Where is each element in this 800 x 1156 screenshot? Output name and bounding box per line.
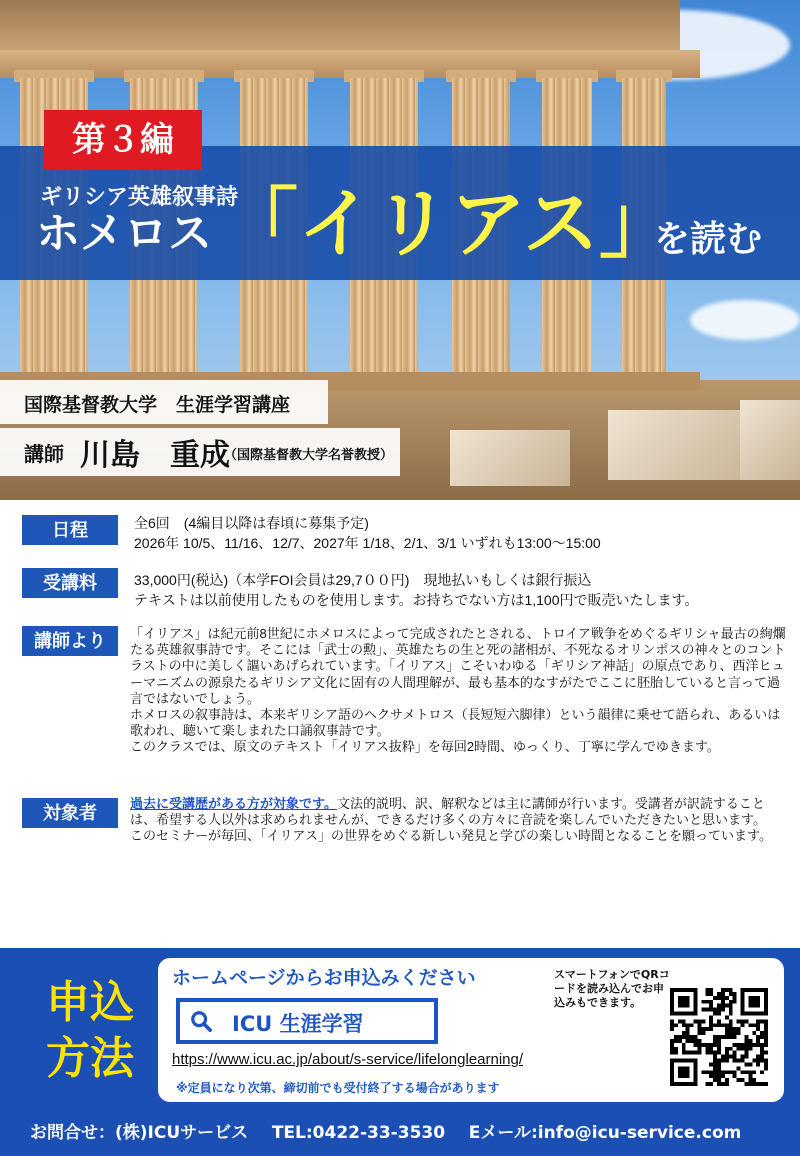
fee-line-1: 33,000円(税込)（本学FOI会員は29,7００円) 現地払いもしくは銀行振込 (134, 572, 592, 588)
fee-line-2: テキストは以前使用したものを使用します。お持ちでない方は1,100円で販売いたします。 (134, 592, 699, 608)
cloud (690, 300, 800, 340)
target-text: 文法的説明、訳、解釈などは主に講師が行います。受講者が訳読することは、希望する人以外は求められませんが、できるだけ多くの方々に音読を楽しんでいただきたいと思います。 このセミナーが毎回、「イリアス」の世界をめぐる新しい発見と学びの楽しい時間となることを願っています。 (130, 796, 772, 844)
target-highlight: 過去に受講歴がある方が対象です。 (130, 796, 337, 811)
capacity-note: ※定員になり次第、締切前でも受付終了する場合があります (176, 1081, 500, 1095)
qr-instruction: スマートフォンでQRコードを読み込んでお申込みもできます。 (554, 968, 670, 1009)
target-label: 対象者 (22, 798, 118, 828)
lecturer-message-label: 講師より (22, 626, 118, 656)
marble-block (450, 430, 570, 486)
search-icon (190, 1010, 212, 1032)
course-subtitle: ギリシア英雄叙事詩 (40, 184, 239, 210)
marble-block (740, 400, 800, 480)
schedule-line-1: 全6回 (4編目以降は春頃に募集予定) (134, 515, 369, 531)
contact-info: お問合せ：(株)ICUサービス TEL:0422-33-3530 Eメール:info@icu-service.com (30, 1123, 742, 1143)
title-prefix: ホメロス (36, 208, 212, 259)
lecturer-title: （国際基督教大学名誉教授） (224, 448, 394, 463)
schedule-line-2: 2026年 10/5、11/16、12/7、2027年 1/18、2/1、3/1 いずれも13:00〜15:00 (134, 535, 601, 551)
course-title: 「イリアス」 (222, 179, 675, 268)
apply-heading: ホームページからお申込みください (172, 967, 476, 989)
marble-block (608, 410, 748, 480)
temple-pediment (0, 0, 680, 50)
lecturer-role: 講師 (24, 442, 64, 466)
title-suffix: を読む (654, 218, 763, 260)
search-keyword: ICU 生涯学習 (232, 1012, 364, 1036)
qr-code[interactable] (670, 988, 768, 1086)
apply-url-link[interactable]: https://www.icu.ac.jp/about/s-service/lifelonglearning/ (172, 1051, 524, 1068)
organization-name: 国際基督教大学 生涯学習講座 (24, 394, 291, 416)
apply-method-label: 申込方法 (46, 977, 134, 1084)
target-paragraph (130, 796, 790, 845)
fee-label: 受講料 (22, 568, 118, 598)
volume-badge: 第３編 (44, 110, 202, 170)
lecturer-message-text: 「イリアス」は紀元前8世紀にホメロスによって完成されたとされる、トロイア戦争をめぐるギリシャ最古の絢爛たる英雄叙事詩です。そこには「武士の勲」、英雄たちの生と死の諸相が、不死なるオリンポスの神々とのコントラストの中に美しく謳いあげられています。「イリアス」こそいわゆる「ギリシア神話」の原点であり、西洋ヒューマニズムの源泉たるギリシア文化に固有の人間理解が、最も基本的なすがたでここに胚胎していると言って過言ではないでしょう。 ホメロスの叙事詩は、本来ギリシア語のヘクサメトロス（長短短六脚律）という韻律に乗せて語られ、あるいは歌われ、聴いて楽しまれた口誦叙事詩です。 このクラスでは、原文のテキスト「イリアス抜粋」を毎回2時間、ゆっくり、丁寧に学んでゆきます。 (130, 626, 786, 755)
search-box[interactable] (176, 998, 438, 1044)
lecturer-name: 川島 重成 (80, 438, 230, 473)
schedule-label: 日程 (22, 515, 118, 545)
